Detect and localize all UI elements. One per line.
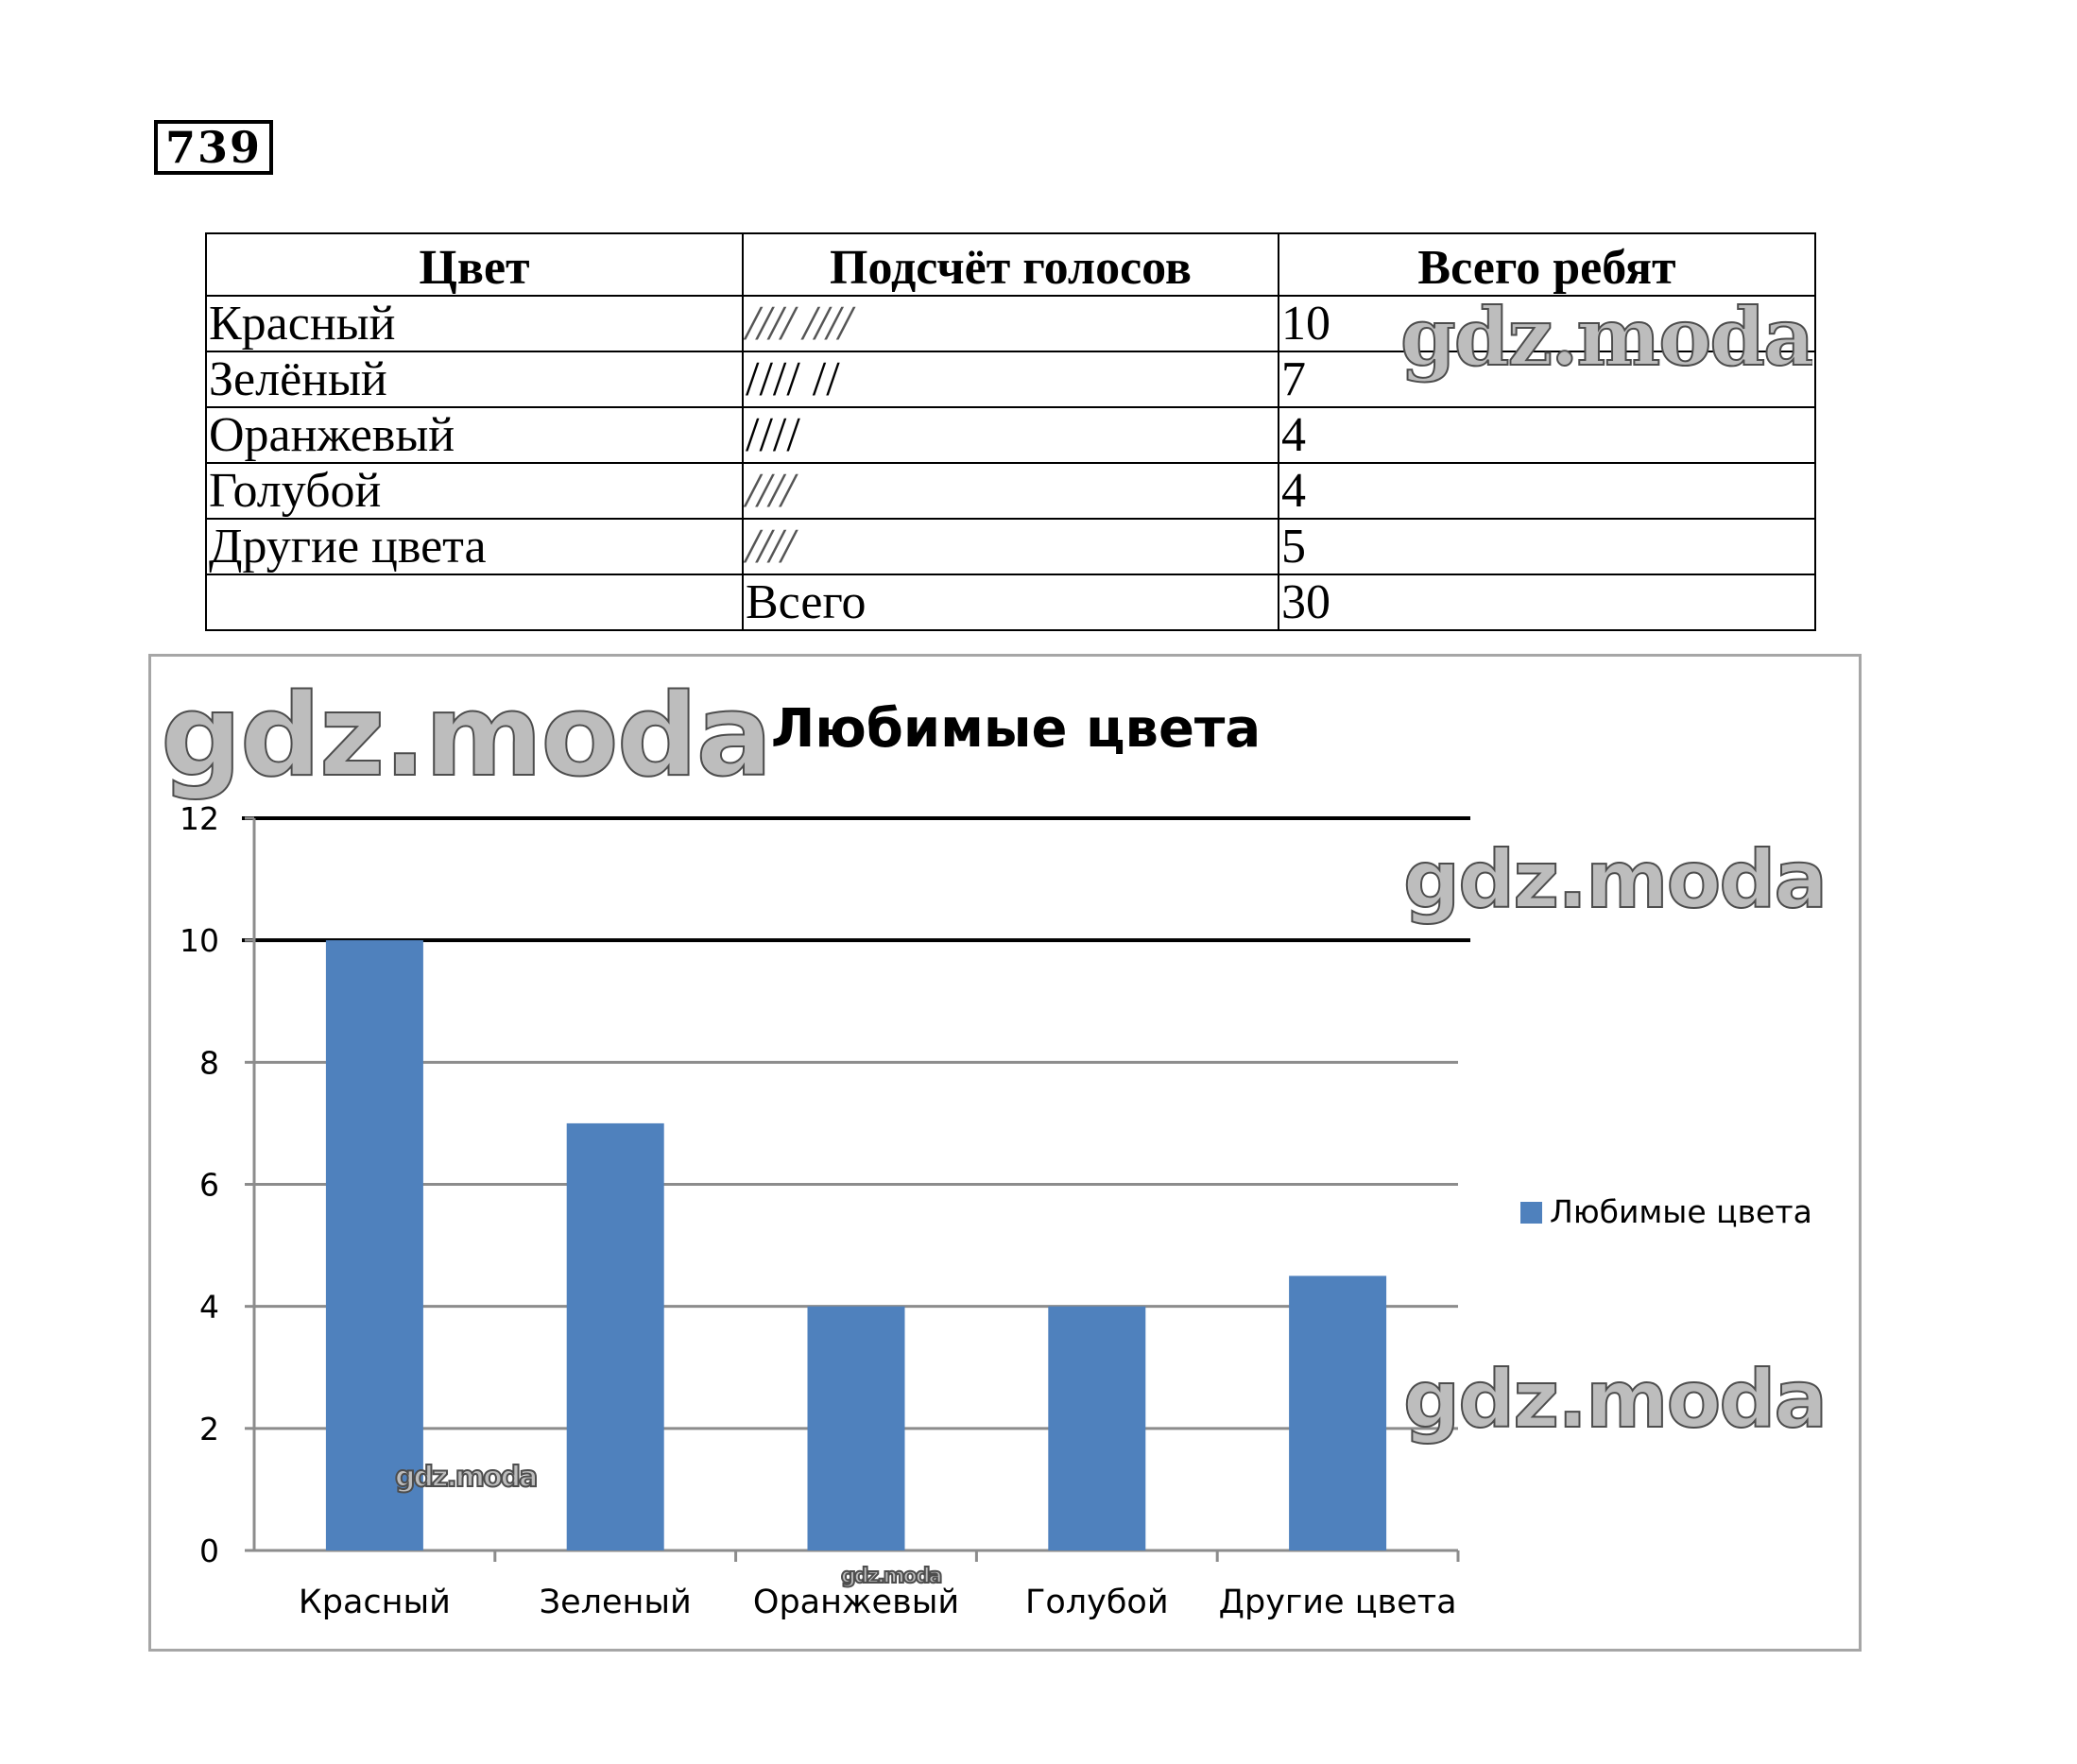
x-tick-label: Голубой: [1025, 1584, 1169, 1621]
cell-tally: ////: [743, 463, 1279, 519]
y-tick-label: 2: [199, 1410, 219, 1447]
cell-color: [206, 574, 743, 630]
cell-color: Голубой: [206, 463, 743, 519]
cell-tally: //// ////: [743, 296, 1279, 351]
watermark-overlay: [1397, 283, 1812, 387]
cell-color: Оранжевый: [206, 407, 743, 463]
legend-label: Любимые цвета: [1550, 1193, 1812, 1230]
header-total: Всего ребят: [1279, 233, 1815, 296]
chart-title: Любимые цвета: [770, 698, 1262, 760]
bar-1: [326, 940, 423, 1550]
x-tick-label: Красный: [298, 1584, 451, 1621]
x-tick-label: Другие цвета: [1218, 1584, 1457, 1621]
y-tick-label: 4: [199, 1288, 219, 1326]
cell-total: 7: [1279, 351, 1815, 407]
bar-chart: [151, 657, 1859, 1649]
cell-tally: ////: [743, 519, 1279, 574]
cell-color: Другие цвета: [206, 519, 743, 574]
cell-color: Зелёный: [206, 351, 743, 407]
bar-5: [1289, 1276, 1386, 1550]
header-tally: Подсчёт голосов: [743, 233, 1279, 296]
cell-total-label: Всего: [743, 574, 1279, 630]
task-number: 739: [154, 120, 273, 175]
y-tick-label: 0: [199, 1533, 219, 1569]
watermark: gdz.moda: [1403, 833, 1827, 926]
watermark: gdz.moda: [841, 1565, 941, 1588]
watermark: gdz.moda: [1403, 1353, 1827, 1446]
y-tick-label: 10: [180, 922, 219, 960]
cell-tally: ////: [743, 407, 1279, 463]
watermark: gdz.moda: [395, 1461, 537, 1494]
watermark: gdz.moda: [161, 671, 771, 802]
table-row: [206, 519, 1815, 574]
legend-swatch: [1520, 1202, 1542, 1224]
header-color: Цвет: [206, 233, 743, 296]
y-tick-label: 8: [199, 1044, 219, 1082]
table-total-row: [206, 574, 1815, 630]
bar-3: [808, 1307, 905, 1550]
cell-total: 10: [1279, 296, 1815, 351]
x-tick-label: Оранжевый: [752, 1584, 960, 1621]
cell-grand-total: 30: [1279, 574, 1815, 630]
table-row: [206, 407, 1815, 463]
watermark: gdz.moda: [1400, 290, 1812, 384]
cell-color: Красный: [206, 296, 743, 351]
cell-tally: //// //: [743, 351, 1279, 407]
chart-frame: [148, 654, 1862, 1652]
cell-total: 4: [1279, 463, 1815, 519]
bar-4: [1048, 1307, 1145, 1550]
table-row: [206, 463, 1815, 519]
y-tick-label: 12: [180, 800, 219, 837]
y-tick-label: 6: [199, 1166, 219, 1204]
bar-2: [567, 1123, 664, 1550]
cell-total: 4: [1279, 407, 1815, 463]
x-tick-label: Зеленый: [539, 1584, 692, 1621]
cell-total: 5: [1279, 519, 1815, 574]
